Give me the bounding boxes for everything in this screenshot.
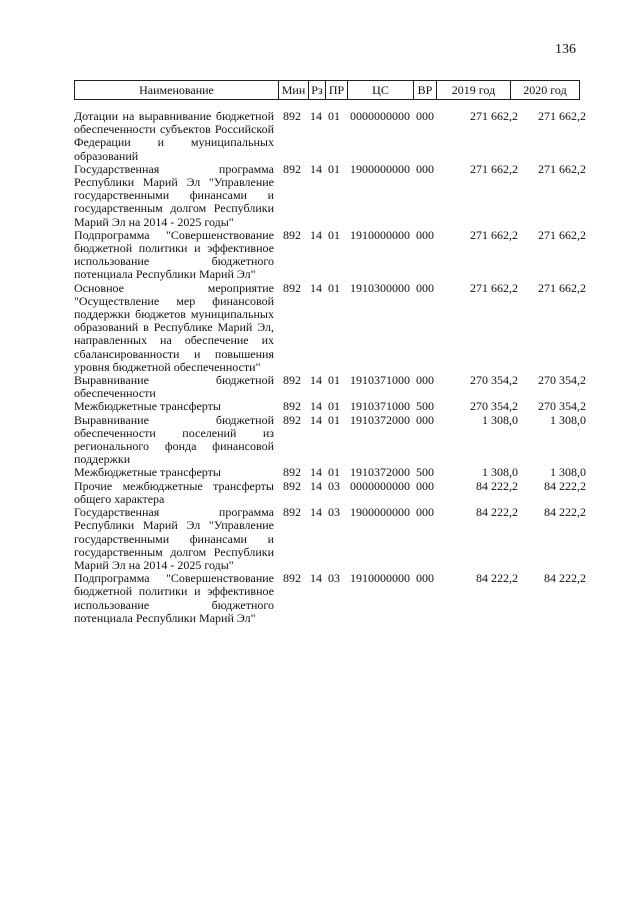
row-cs: 1900000000 — [350, 161, 410, 176]
row-min: 892 — [283, 505, 301, 520]
row-value-2019: 271 662,2 — [470, 109, 518, 123]
row-min: 892 — [283, 109, 301, 123]
row-value-2019: 270 354,2 — [470, 399, 518, 414]
row-value-2019: 1 308,0 — [482, 465, 518, 480]
row-vr: 500 — [416, 399, 434, 414]
row-vr: 000 — [416, 412, 434, 427]
row-min: 892 — [283, 227, 301, 242]
row-value-2019: 84 222,2 — [476, 478, 518, 493]
row-rz: 14 — [310, 505, 322, 520]
row-name: Подпрограмма "Совершенствование бюджетной политики и эффективное использование бюджетного потенциала Республики Марий Эл" — [74, 227, 274, 282]
row-name: Государственная программа Республики Марий Эл "Управление государственными финансами и государственным долгом Республики Марий Эл на 2014 - 2025 годы" — [74, 505, 274, 572]
row-vr: 500 — [416, 465, 434, 480]
table-row — [74, 400, 586, 413]
row-name: Основное мероприятие "Осуществление мер финансовой поддержки бюджетов муниципальных образований в Республике Марий Эл, направленных на обеспечение их сбалансированности и повышения уровня бюджетной обеспеченности" — [74, 280, 274, 374]
header-2019: 2019 год — [437, 81, 511, 99]
row-value-2020: 1 308,0 — [550, 412, 586, 427]
row-pr: 01 — [328, 109, 340, 123]
row-rz: 14 — [310, 109, 322, 123]
header-cs: ЦС — [348, 81, 414, 99]
table-row — [74, 480, 586, 506]
header-2020: 2020 год — [523, 83, 567, 97]
table-row — [74, 229, 586, 282]
row-pr: 01 — [328, 161, 340, 176]
row-rz: 14 — [310, 571, 322, 586]
row-value-2019: 271 662,2 — [470, 280, 518, 295]
header-min: Мин — [279, 81, 309, 99]
row-vr: 000 — [416, 109, 434, 123]
row-min: 892 — [283, 478, 301, 493]
page-number: 136 — [555, 42, 576, 57]
row-vr: 000 — [416, 161, 434, 176]
table-row — [74, 466, 586, 479]
row-name: Межбюджетные трансферты — [74, 399, 221, 414]
row-value-2019: 84 222,2 — [476, 505, 518, 520]
row-name: Выравнивание бюджетной обеспеченности — [74, 373, 274, 401]
row-value-2019: 1 308,0 — [482, 412, 518, 427]
row-value-2019: 271 662,2 — [470, 161, 518, 176]
header-pr: ПР — [326, 81, 348, 99]
row-rz: 14 — [310, 399, 322, 414]
row-name: Межбюджетные трансферты — [74, 465, 221, 480]
row-rz: 14 — [310, 412, 322, 427]
row-cs: 1910371000 — [350, 373, 410, 388]
row-value-2020: 270 354,2 — [538, 399, 586, 414]
row-cs: 1910000000 — [350, 227, 410, 242]
header-name: Наименование — [75, 81, 279, 99]
row-cs: 1910371000 — [350, 399, 410, 414]
row-value-2020: 271 662,2 — [538, 161, 586, 176]
table-row — [74, 506, 586, 572]
row-pr: 03 — [328, 505, 340, 520]
row-pr: 01 — [328, 465, 340, 480]
row-value-2020: 84 222,2 — [544, 478, 586, 493]
row-name: Прочие межбюджетные трансферты общего характера — [74, 478, 274, 506]
row-vr: 000 — [416, 227, 434, 242]
row-cs: 1910000000 — [350, 571, 410, 586]
row-vr: 000 — [416, 478, 434, 493]
row-pr: 03 — [328, 478, 340, 493]
table-header — [74, 80, 580, 100]
row-name: Выравнивание бюджетной обеспеченности поселений из регионального фонда финансовой поддержки — [74, 412, 274, 467]
row-pr: 01 — [328, 399, 340, 414]
row-value-2020: 84 222,2 — [544, 505, 586, 520]
header-vr: ВР — [414, 81, 437, 99]
table-row — [74, 163, 586, 229]
row-value-2020: 271 662,2 — [538, 227, 586, 242]
row-vr: 000 — [416, 373, 434, 388]
row-rz: 14 — [310, 161, 322, 176]
row-rz: 14 — [310, 227, 322, 242]
row-cs: 1910372000 — [350, 465, 410, 480]
row-pr: 01 — [328, 280, 340, 295]
row-min: 892 — [283, 373, 301, 388]
row-vr: 000 — [416, 571, 434, 586]
header-rz: Рз — [309, 81, 326, 99]
row-value-2020: 84 222,2 — [544, 571, 586, 586]
row-pr: 01 — [328, 227, 340, 242]
row-vr: 000 — [416, 280, 434, 295]
row-cs: 1910300000 — [350, 280, 410, 295]
row-value-2019: 84 222,2 — [476, 571, 518, 586]
row-name: Дотации на выравнивание бюджетной обеспеченности субъектов Российской Федерации и муниципальных образований — [74, 109, 274, 163]
table-row — [74, 572, 586, 625]
row-value-2020: 271 662,2 — [538, 280, 586, 295]
table-row — [74, 414, 586, 467]
row-rz: 14 — [310, 373, 322, 388]
row-cs: 1900000000 — [350, 505, 410, 520]
row-value-2020: 270 354,2 — [538, 373, 586, 388]
row-cs: 0000000000 — [350, 109, 410, 123]
row-min: 892 — [283, 571, 301, 586]
row-name: Подпрограмма "Совершенствование бюджетной политики и эффективное использование бюджетного потенциала Республики Марий Эл" — [74, 571, 274, 625]
row-pr: 01 — [328, 373, 340, 388]
row-rz: 14 — [310, 465, 322, 480]
row-rz: 14 — [310, 478, 322, 493]
row-pr: 03 — [328, 571, 340, 586]
row-cs: 0000000000 — [350, 478, 410, 493]
row-vr: 000 — [416, 505, 434, 520]
row-min: 892 — [283, 412, 301, 427]
row-min: 892 — [283, 465, 301, 480]
row-min: 892 — [283, 280, 301, 295]
table-row — [74, 110, 586, 163]
row-value-2019: 270 354,2 — [470, 373, 518, 388]
row-min: 892 — [283, 161, 301, 176]
table-body — [74, 110, 586, 625]
row-name: Государственная программа Республики Марий Эл "Управление государственными финансами и государственным долгом Республики Марий Эл на 2014 - 2025 годы" — [74, 161, 274, 229]
row-pr: 01 — [328, 412, 340, 427]
row-value-2020: 271 662,2 — [538, 109, 586, 123]
row-value-2020: 1 308,0 — [550, 465, 586, 480]
table-row — [74, 282, 586, 374]
row-min: 892 — [283, 399, 301, 414]
row-rz: 14 — [310, 280, 322, 295]
table-row — [74, 374, 586, 400]
row-value-2019: 271 662,2 — [470, 227, 518, 242]
row-cs: 1910372000 — [350, 412, 410, 427]
